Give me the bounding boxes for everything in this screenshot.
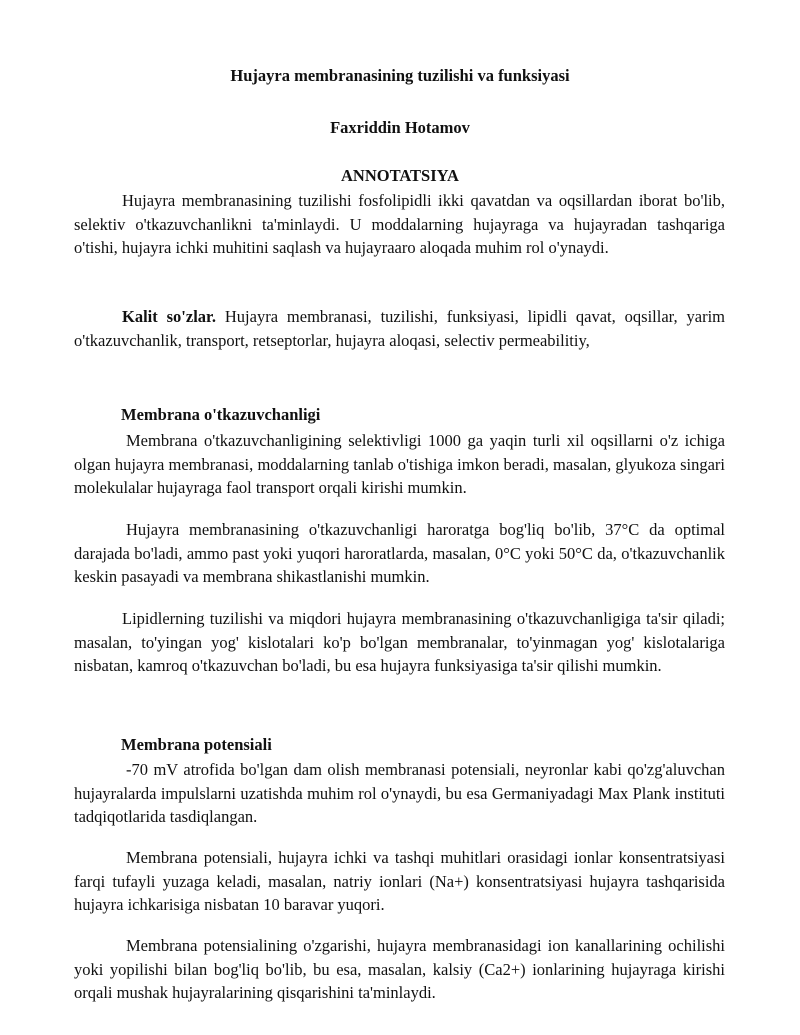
keywords-label: Kalit so'zlar.	[122, 307, 216, 326]
potential-paragraph-2: Membrana potensiali, hujayra ichki va tashqi muhitlari orasidagi ionlar konsentratsiyasi farqi tufayli yuzaga keladi, masalan, natriy ionlari (Na+) konsentratsiyasi hujayra tashqarisida hujayra ichkarisiga nisbatan 10 baravar yuqori.	[74, 848, 725, 914]
potential-paragraph-3: Membrana potensialining o'zgarishi, hujayra membranasidagi ion kanallarining ochilishi yoki yopilishi bilan bog'liq bo'lib, bu esa, masalan, kalsiy (Ca2+) ionlarining hujayraga kirishi orqali mushak hujayralarining qisqarishini ta'minlaydi.	[74, 936, 725, 1002]
potential-paragraph-1: -70 mV atrofida bo'lgan dam olish membranasi potensiali, neyronlar kabi qo'zg'aluvchan hujayralarda impulslarni uzatishda muhim rol o'ynaydi, bu esa Germaniyadagi Max Plank instituti tadqiqotlarida tasdiqlangan.	[74, 760, 725, 826]
permeability-paragraph-1: Membrana o'tkazuvchanligining selektivligi 1000 ga yaqin turli xil oqsillarni o'z ichiga olgan hujayra membranasi, moddalarning tanlab o'tishiga imkon beradi, masalan, glyukoza singari molekulalar hujayraga faol transport orqali kirishi mumkin.	[74, 431, 725, 497]
author-name: Faxriddin Hotamov	[330, 118, 470, 137]
keywords-paragraph	[74, 305, 725, 352]
annotation-text: Hujayra membranasining tuzilishi fosfolipidli ikki qavatdan va oqsillardan iborat bo'lib, selektiv o'tkazuvchanlikni ta'minlaydi. U moddalarning hujayraga va hujayradan tashqariga o'tishi, hujayra ichki muhitini saqlash va hujayraaro aloqada muhim rol o'ynaydi.	[74, 191, 725, 257]
section-heading-potential: Membrana potensiali	[121, 735, 272, 754]
permeability-paragraph-2: Hujayra membranasining o'tkazuvchanligi haroratga bog'liq bo'lib, 37°C da optimal darajada bo'ladi, ammo past yoki yuqori haroratlarda, masalan, 0°C yoki 50°C da, o'tkazuvchanlik keskin pasayadi va membrana shikastlanishi mumkin.	[74, 520, 725, 586]
annotation-heading: ANNOTATSIYA	[341, 166, 459, 185]
permeability-paragraph-3: Lipidlerning tuzilishi va miqdori hujayra membranasining o'tkazuvchanligiga ta'sir qiladi; masalan, to'yingan yog' kislotalari ko'p bo'lgan membranalar, to'yinmagan yog' kislotalariga nisbatan, kamroq o'tkazuvchan bo'ladi, bu esa hujayra funksiyasiga ta'sir qilishi mumkin.	[74, 609, 725, 675]
keywords-text: Hujayra membranasi, tuzilishi, funksiyasi, lipidli qavat, oqsillar, yarim o'tkazuvchanlik, transport, retseptorlar, hujayra aloqasi, selectiv permeabilitiy,	[74, 307, 725, 350]
section-heading-permeability: Membrana o'tkazuvchanligi	[121, 405, 321, 424]
document-title: Hujayra membranasining tuzilishi va funksiyasi	[230, 66, 570, 85]
